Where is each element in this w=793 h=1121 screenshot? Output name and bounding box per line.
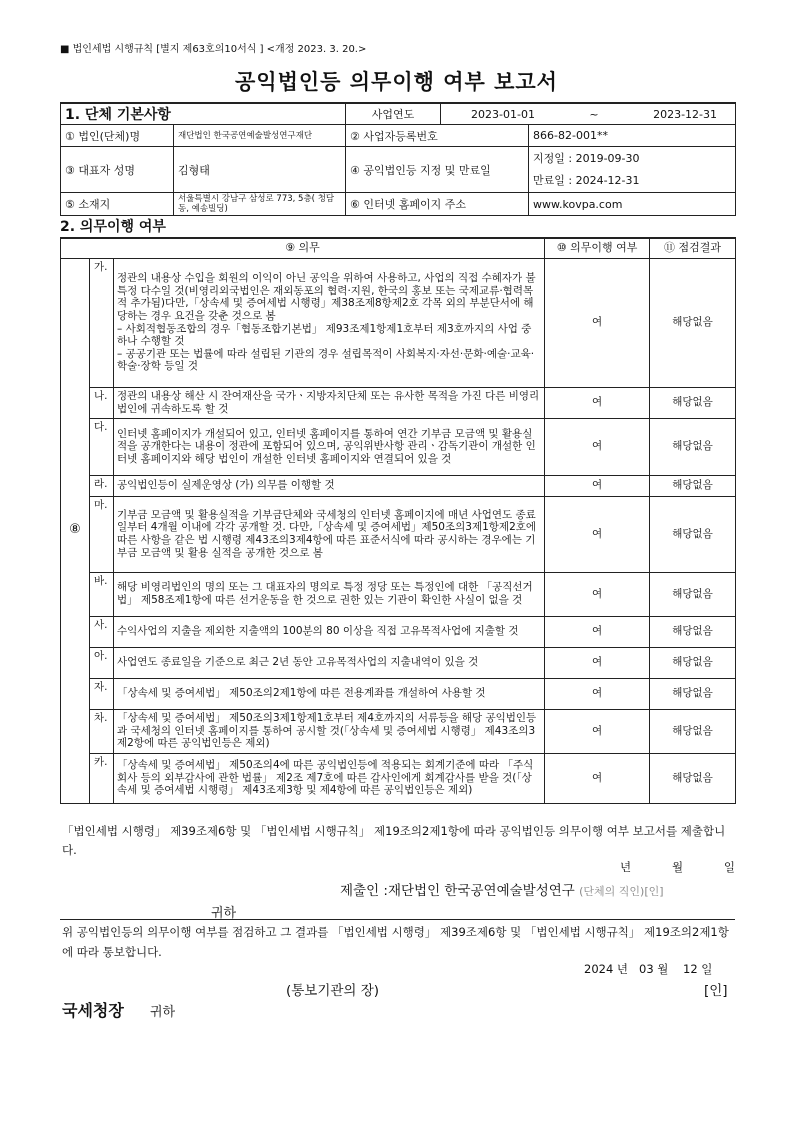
item-compliance: 여 [545,418,650,475]
designation-date: 지정일 : 2019-09-30 [533,151,640,165]
website-value: www.kovpa.com [529,193,736,216]
item-mark: 바. [90,572,114,616]
submission-addressee: 귀하 [211,906,237,921]
date-year: 년 [620,860,632,874]
item-compliance: 여 [545,572,650,616]
notice-seal: [인] [704,983,728,999]
designation-label: ④ 공익법인등 지정 및 만료일 [346,147,529,193]
table-row [61,709,736,753]
section2-heading: 2. 의무이행 여부 [60,219,166,235]
representative-label: ③ 대표자 성명 [61,147,174,193]
fiscal-year-value [441,103,736,125]
item-mark: 라. [90,475,114,496]
form-header-note: ■ 법인세법 시행규칙 [별지 제63호의10서식 ] <개정 2023. 3. 20.> [60,44,367,55]
item-duty-text: 정관의 내용상 해산 시 잔여재산을 국가ㆍ지방자치단체 또는 유사한 목적을 가진 다른 비영리법인에 귀속하도록 할 것 [114,387,545,418]
submission-date [620,859,735,875]
item-compliance: 여 [545,258,650,387]
item-compliance: 여 [545,387,650,418]
submission-statement: 「법인세법 시행령」 제39조제6항 및 「법인세법 시행규칙」 제19조의2제1항에 따라 공익법인등 의무이행 여부 보고서를 제출합니다. [62,824,726,857]
item-compliance: 여 [545,709,650,753]
table-row [61,475,736,496]
fiscal-tilde: ~ [589,107,599,121]
item-compliance: 여 [545,475,650,496]
compliance-table [60,237,736,804]
table-row [61,753,736,803]
table-row [61,572,736,616]
corp-name-value: 재단법인 한국공연예술발성연구재단 [174,125,346,147]
item-duty-text: 수익사업의 지출을 제외한 지출액의 100분의 80 이상을 직접 고유목적사업에 지출할 것 [114,616,545,647]
item-result: 해당없음 [650,496,736,572]
item-result: 해당없음 [650,475,736,496]
item-compliance: 여 [545,496,650,572]
corp-name-label: ① 법인(단체)명 [61,125,174,147]
item-mark: 차. [90,709,114,753]
item-result: 해당없음 [650,418,736,475]
item-result: 해당없음 [650,709,736,753]
row-group-marker: ⑧ [61,258,90,803]
submitter-seal: (단체의 직인)[인] [579,885,664,898]
item-result: 해당없음 [650,647,736,678]
item-duty-text: 사업연도 종료일을 기준으로 최근 2년 동안 고유목적사업의 지출내역이 있을 것 [114,647,545,678]
fiscal-end: 2023-12-31 [653,107,718,121]
notice-recipient-suffix: 귀하 [150,1005,176,1020]
item-result: 해당없음 [650,753,736,803]
item-mark: 마. [90,496,114,572]
fiscal-year-label: 사업연도 [346,103,441,125]
fiscal-start: 2023-01-01 [471,107,535,121]
item-mark: 다. [90,418,114,475]
notice-date: 2024 년 03 월 12 일 [584,962,713,976]
item-duty-text: 해당 비영리법인의 명의 또는 그 대표자의 명의로 특정 정당 또는 특정인에 대한 「공직선거법」 제58조제1항에 따른 선거운동을 한 것으로 권한 있는 기관이 확인한 사실이 없을 것 [114,572,545,616]
expiry-date: 만료일 : 2024-12-31 [533,173,640,187]
item-result: 해당없음 [650,258,736,387]
representative-value: 김형태 [174,147,346,193]
item-compliance: 여 [545,678,650,709]
item-duty-text: 공익법인등이 실제운영상 (가) 의무를 이행할 것 [114,475,545,496]
address-value: 서울특별시 강남구 삼성로 773, 5층( 청담동, 예송빌딩) [174,193,346,216]
section1-heading: 1. 단체 기본사항 [61,103,346,125]
submitter [340,879,664,899]
table-row [61,647,736,678]
item-mark: 아. [90,647,114,678]
col-result-header: ⑪ 점검결과 [650,238,736,258]
col-duty-header: ⑨ 의무 [61,238,545,258]
item-result: 해당없음 [650,572,736,616]
notice-statement: 위 공익법인등의 의무이행 여부를 점검하고 그 결과를 「법인세법 시행령」 제39조제6항 및 「법인세법 시행규칙」 제19조의2제1항에 따라 통보합니다. [62,925,729,959]
item-duty-text: 인터넷 홈페이지가 개설되어 있고, 인터넷 홈페이지를 통하여 연간 기부금 모금액 및 활용실적을 공개한다는 내용이 정관에 포함되어 있으며, 공익위반사항 관리ㆍ감독기관이 개설한 인터넷 홈페이지와 해당 법인이 개설한 인터넷 홈페이지와 연결되어 있을 것 [114,418,545,475]
address-label: ⑤ 소재지 [61,193,174,216]
bizno-value: 866-82-001** [529,125,736,147]
bizno-label: ② 사업자등록번호 [346,125,529,147]
notice-recipient: 국세청장 [62,1001,124,1020]
table-row [61,678,736,709]
website-label: ⑥ 인터넷 홈페이지 주소 [346,193,529,216]
date-day: 일 [723,860,735,874]
col-compliance-header: ⑩ 의무이행 여부 [545,238,650,258]
item-mark: 카. [90,753,114,803]
item-result: 해당없음 [650,387,736,418]
divider [60,919,735,920]
item-result: 해당없음 [650,678,736,709]
item-duty-text: 「상속세 및 증여세법」 제50조의2제1항에 따른 전용계좌를 개설하여 사용할 것 [114,678,545,709]
item-duty-text: 「상속세 및 증여세법」 제50조의4에 따른 공익법인등에 적용되는 회계기준에 따라 「주식회사 등의 외부감사에 관한 법률」 제2조 제7호에 따른 감사인에게 회계감사를 받을 것(「상속세 및 증여세법 시행령」 제43조제3항 및 제4항에 따른 공익법인등은 제외) [114,753,545,803]
item-duty-text: 「상속세 및 증여세법」 제50조의3제1항제1호부터 제4호까지의 서류등을 해당 공익법인등과 국세청의 인터넷 홈페이지를 통하여 공시할 것(「상속세 및 증여세법 시행령」 제43조의3제2항에 따른 공익법인등은 제외) [114,709,545,753]
basic-info-table [60,102,736,216]
item-compliance: 여 [545,647,650,678]
submitter-name: 제출인 :재단법인 한국공연예술발성연구 [340,883,575,899]
item-mark: 사. [90,616,114,647]
item-mark: 자. [90,678,114,709]
item-duty-text: 기부금 모금액 및 활용실적을 기부금단체와 국세청의 인터넷 홈페이지에 매년 사업연도 종료일부터 4개월 이내에 각각 공개할 것. 다만,「상속세 및 증여세법」제50조의3제1항제2호에 따른 사항을 같은 법 시행령 제43조의3제4항에 따른 표준서식에 따라 공시하는 경우에는 기부금 모금액 및 활용 실적을 공개한 것으로 봄 [114,496,545,572]
table-row [61,387,736,418]
notice-authority: (통보기관의 장) [286,983,380,999]
item-compliance: 여 [545,753,650,803]
item-mark: 나. [90,387,114,418]
item-mark: 가. [90,258,114,387]
table-row [61,418,736,475]
table-row [61,496,736,572]
item-compliance: 여 [545,616,650,647]
table-row [61,258,736,387]
table-row [61,616,736,647]
item-duty-text: 정관의 내용상 수입을 회원의 이익이 아닌 공익을 위하여 사용하고, 사업의 직접 수혜자가 불특정 다수일 것(비영리외국법인은 재외동포의 협력·지원, 한국의 홍보 또는 국제교류·협력목적 추가됨)다만,「상속세 및 증여세법 시행령」제38조제8항제2호 각목 외의 부분단서에 해당하는 경우 요건을 갖춘 것으로 봄 – 사회적협동조합의 경우「협동조합기본법」 제93조제1항제1호부터 제3호까지의 사업 중 하나 수행할 것 – 공공기관 또는 법률에 따라 설립된 기관의 경우 설립목적이 사회복지·자선·문화·예술·교육·학술·장학 등일 것 [114,258,545,387]
designation-dates [529,147,736,193]
date-month: 월 [671,860,684,874]
item-result: 해당없음 [650,616,736,647]
page-title: 공익법인등 의무이행 여부 보고서 [235,70,558,94]
